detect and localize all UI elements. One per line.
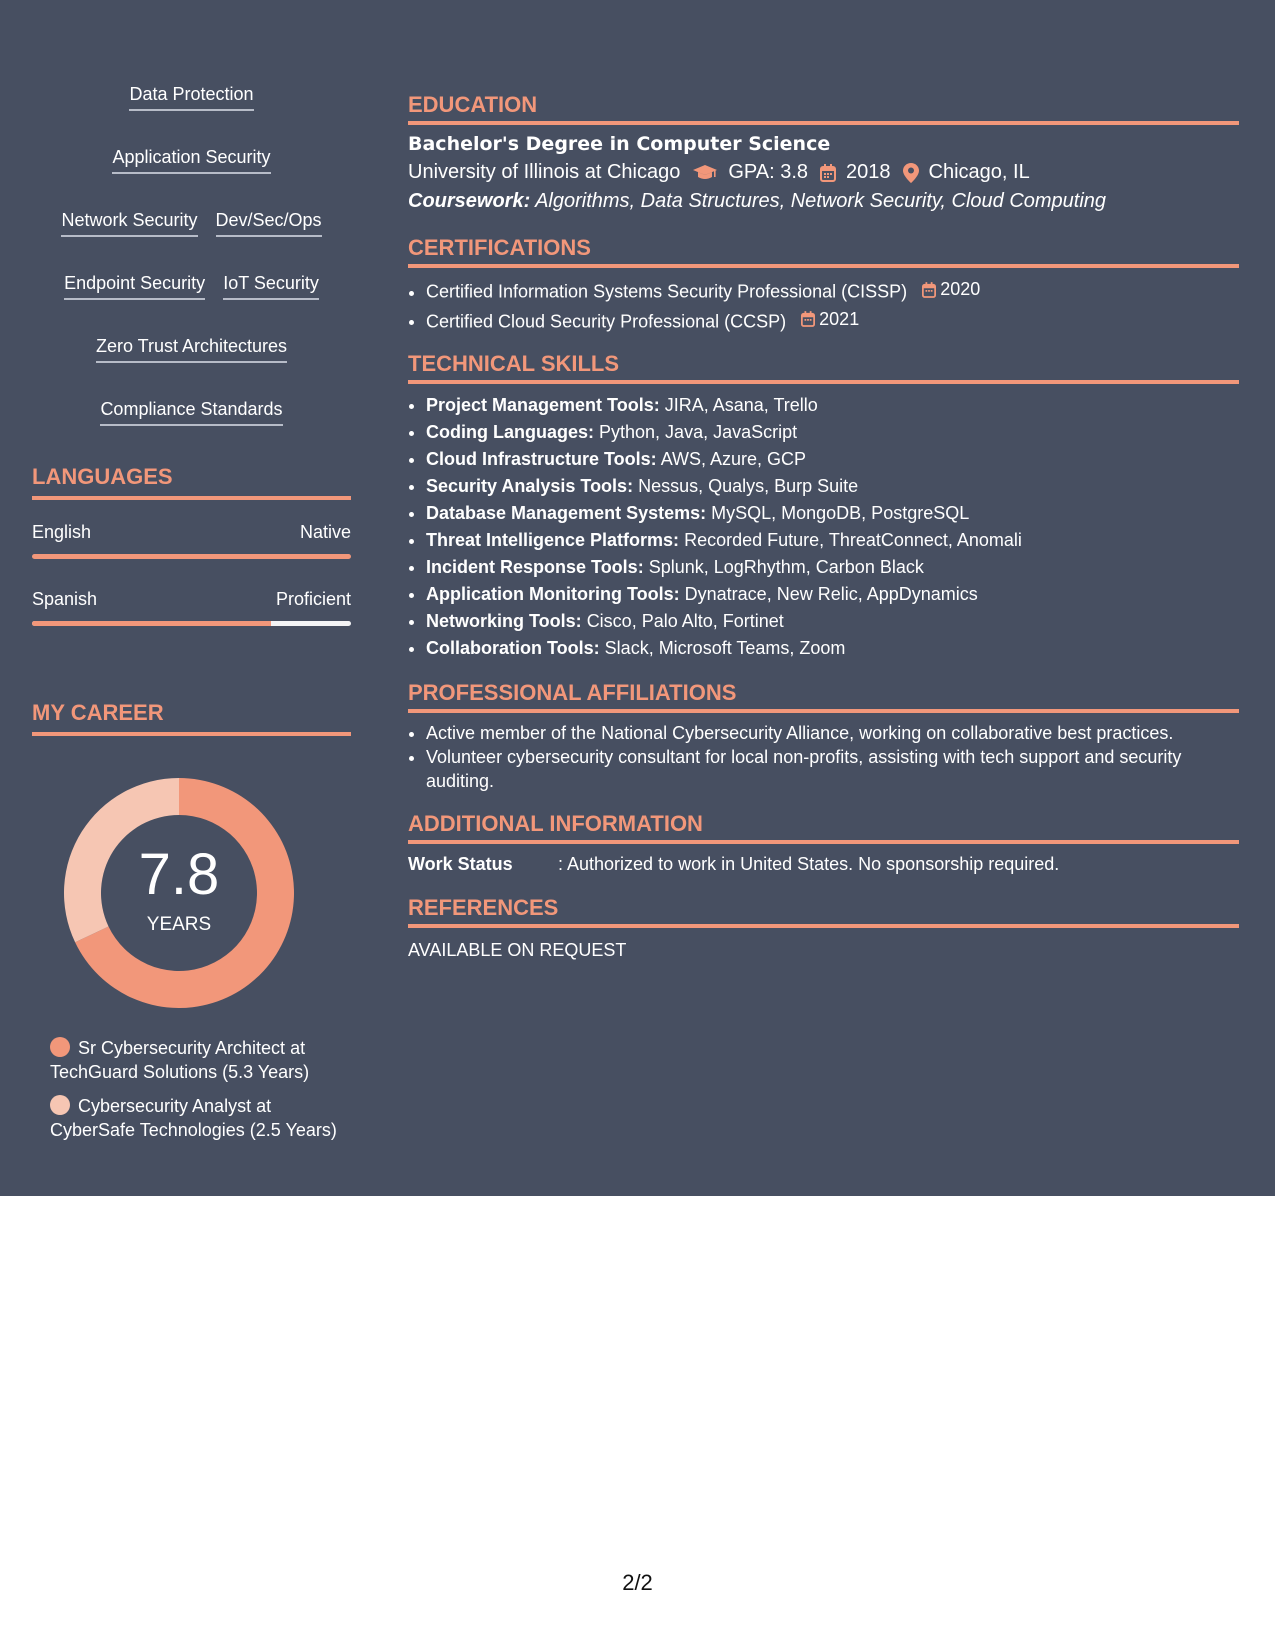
technical-skills-list [408,392,1239,662]
school-name: University of Illinois at Chicago [408,161,681,183]
work-status-value: : Authorized to work in United States. No sponsorship required. [558,854,1060,874]
language-level: Proficient [275,589,351,609]
skills-cloud [32,84,351,426]
career-legend [50,1036,340,1142]
language-level-fill [32,554,351,559]
affiliation-item: • Active member of the National Cybersecurity Alliance, working on collaborative best practices. [426,721,1239,745]
career-total-years: 7.8 [138,842,220,907]
skill-values: JIRA, Asana, Trello [664,395,818,415]
languages-section [32,464,351,626]
career-total-unit: YEARS [146,914,212,935]
additional-info-heading: ADDITIONAL INFORMATION [408,811,1239,844]
technical-skill-item [426,527,1239,554]
skill-category: Cloud Infrastructure Tools: [426,449,657,469]
skill-category: Application Monitoring Tools: [426,584,680,604]
language-level-bar [32,621,351,626]
technical-skills-heading: TECHNICAL SKILLS [408,351,1239,384]
career-donut-chart [64,778,294,1008]
certification-item [426,276,1239,306]
graduation-year: 2018 [846,161,891,183]
skill-category: Coding Languages: [426,422,594,442]
certification-name: Certified Information Systems Security Professional (CISSP) [426,281,908,302]
calendar-icon [801,311,815,327]
skill-tag[interactable]: Zero Trust Architectures [96,336,287,363]
technical-skill-item [426,473,1239,500]
skill-category: Incident Response Tools: [426,557,644,577]
skill-category: Security Analysis Tools: [426,476,634,496]
coursework [408,190,1239,213]
calendar-icon [820,164,836,182]
skill-values: MySQL, MongoDB, PostgreSQL [711,503,970,523]
references-section [408,895,1239,961]
career-legend-item [50,1094,340,1142]
skill-category: Threat Intelligence Platforms: [426,530,680,550]
career-heading: MY CAREER [32,700,351,736]
affiliations-heading: PROFESSIONAL AFFILIATIONS [408,680,1239,713]
gpa: GPA: 3.8 [728,161,809,183]
technical-skill-item [426,500,1239,527]
career-legend-label: Sr Cybersecurity Architect at TechGuard Solutions (5.3 Years) [50,1038,310,1082]
skill-tag[interactable]: Endpoint Security [64,273,205,300]
certification-item [426,306,1239,336]
certification-name: Certified Cloud Security Professional (CCSP) [426,311,787,331]
education-details [408,161,1239,184]
affiliations-list [408,721,1239,793]
career-legend-label: Cybersecurity Analyst at CyberSafe Technologies (2.5 Years) [50,1096,337,1140]
skill-tag[interactable]: IoT Security [223,273,319,300]
certifications-list [408,276,1239,335]
coursework-list: Algorithms, Data Structures, Network Security, Cloud Computing [535,190,1107,212]
skill-values: Recorded Future, ThreatConnect, Anomali [684,530,1022,550]
skill-values: Splunk, LogRhythm, Carbon Black [648,557,924,577]
skill-category: Collaboration Tools: [426,638,600,658]
left-column [32,84,351,1152]
legend-dot-icon [50,1095,70,1115]
language-row [32,589,351,626]
work-status [408,854,1239,875]
technical-skill-item [426,392,1239,419]
languages-heading: LANGUAGES [32,464,351,500]
map-pin-icon [903,163,919,183]
skill-category: Project Management Tools: [426,395,660,415]
certifications-section [408,235,1239,335]
technical-skill-item [426,608,1239,635]
skill-tag[interactable]: Dev/Sec/Ops [216,210,322,237]
education-section [408,92,1239,213]
page-number: 2/2 [622,1570,653,1595]
skill-tag[interactable]: Data Protection [129,84,253,111]
technical-skill-item [426,581,1239,608]
affiliation-item: • Volunteer cybersecurity consultant for local non-profits, assisting with tech support and security auditing. [426,745,1239,793]
calendar-icon [922,282,936,298]
references-heading: REFERENCES [408,895,1239,928]
affiliations-section [408,680,1239,793]
skill-tag[interactable]: Compliance Standards [100,399,282,426]
certifications-heading: CERTIFICATIONS [408,235,1239,268]
skill-tag[interactable]: Application Security [112,147,270,174]
school-location: Chicago, IL [928,161,1030,183]
skill-values: Python, Java, JavaScript [599,422,798,442]
additional-info-section [408,811,1239,875]
skill-tag[interactable]: Network Security [61,210,197,237]
skill-values: AWS, Azure, GCP [660,449,807,469]
technical-skill-item [426,635,1239,662]
work-status-label: Work Status [408,854,513,874]
certification-year: 2020 [940,279,981,299]
technical-skill-item [426,419,1239,446]
references-text: AVAILABLE ON REQUEST [408,940,627,960]
language-name: Spanish [32,589,98,609]
career-legend-item [50,1036,340,1084]
skill-values: Slack, Microsoft Teams, Zoom [604,638,846,658]
coursework-label: Coursework: [408,190,531,212]
language-level: Native [299,522,351,542]
legend-dot-icon [50,1037,70,1057]
skill-category: Database Management Systems: [426,503,707,523]
education-heading: EDUCATION [408,92,1239,125]
skill-values: Cisco, Palo Alto, Fortinet [586,611,784,631]
skill-values: Dynatrace, New Relic, AppDynamics [684,584,978,604]
language-level-bar [32,554,351,559]
skill-category: Networking Tools: [426,611,582,631]
language-row [32,522,351,559]
technical-skill-item [426,554,1239,581]
certification-year: 2021 [819,308,860,329]
degree-title: Bachelor's Degree in Computer Science [408,133,831,155]
language-name: English [32,522,92,542]
career-section [32,700,351,1142]
language-level-fill [32,621,271,626]
graduation-cap-icon [692,164,718,182]
right-column [408,92,1239,975]
technical-skills-section [408,351,1239,662]
technical-skill-item [426,446,1239,473]
skill-values: Nessus, Qualys, Burp Suite [638,476,859,496]
